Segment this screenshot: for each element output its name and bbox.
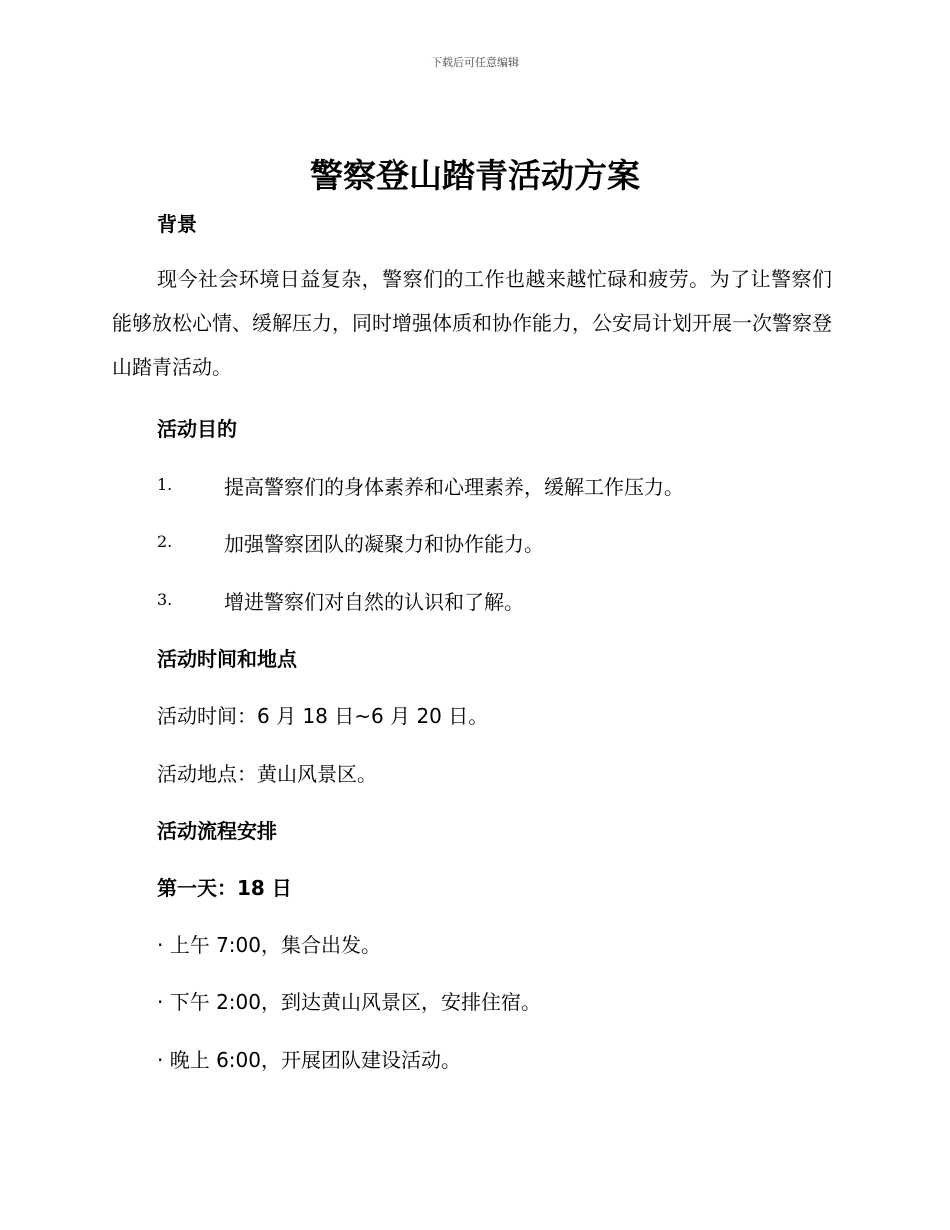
- header-note: 下载后可任意编辑: [431, 56, 519, 69]
- activity-time: 活动时间：6 月 18 日~6 月 20 日。: [157, 704, 489, 728]
- section-heading-background: 背景: [157, 212, 197, 236]
- list-number: 2.: [157, 532, 173, 551]
- list-number: 1.: [157, 475, 173, 494]
- schedule-item: · 下午 2:00，到达黄山风景区，安排住宿。: [157, 990, 541, 1014]
- schedule-item: · 上午 7:00，集合出发。: [157, 933, 381, 957]
- document-title: 警察登山踏青活动方案: [310, 156, 640, 195]
- section-heading-purpose: 活动目的: [157, 417, 237, 441]
- list-item-text: 加强警察团队的凝聚力和协作能力。: [224, 532, 544, 556]
- background-paragraph: 现今社会环境日益复杂，警察们的工作也越来越忙碌和疲劳。为了让警察们能够放松心情、缓解压力，同时增强体质和协作能力，公安局计划开展一次警察登山踏青活动。: [112, 267, 832, 379]
- section-heading-time-place: 活动时间和地点: [157, 647, 297, 671]
- list-item-text: 提高警察们的身体素养和心理素养，缓解工作压力。: [224, 475, 684, 499]
- list-item-text: 增进警察们对自然的认识和了解。: [224, 590, 524, 614]
- activity-place: 活动地点：黄山风景区。: [157, 762, 377, 786]
- day1-heading: 第一天：18 日: [157, 876, 292, 900]
- list-number: 3.: [157, 590, 173, 609]
- section-heading-schedule: 活动流程安排: [157, 819, 277, 843]
- schedule-item: · 晚上 6:00，开展团队建设活动。: [157, 1048, 461, 1072]
